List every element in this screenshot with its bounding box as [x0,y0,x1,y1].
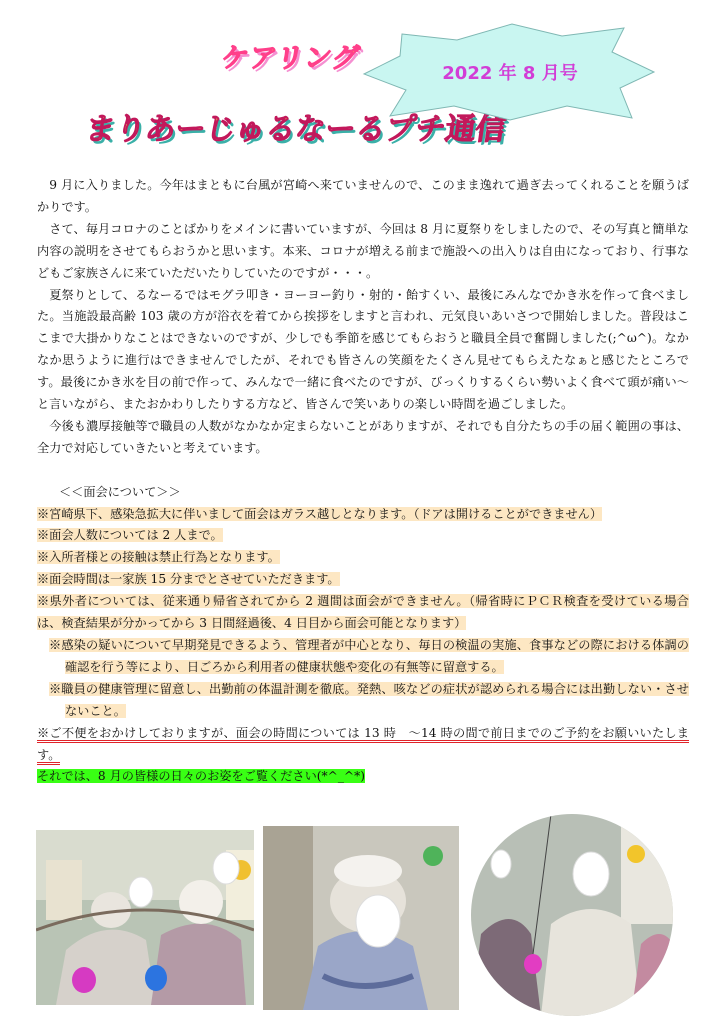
visiting-rule-4: ※面会時間は一家族 15 分までとさせていただきます。 [37,572,340,587]
title-part-puchi: プチ [383,112,448,147]
visiting-rule-3: ※入所者様との接触は禁止行為となります。 [37,550,280,565]
paragraph-4: 今後も濃厚接触等で職員の人数がなかなか定まらないことがありますが、それでも自分たちの手の届く範囲の事は、全力で対応していきたいと考えています。 [37,418,689,455]
staff-rule-1: ※感染の疑いについて早期発見できるよう、管理者が中心となり、毎日の検温の実施、食事などの際における体調の確認を行う等により、日ごろから利用者の健康状態や変化の有無等に留意する。 [49,638,689,674]
closing-line: それでは、8 月の皆様の日々のお姿をご覧ください(*^_^*) [37,769,365,784]
photo-resident-yoyo [471,814,673,1016]
photo-residents-balloons [36,830,254,1005]
issue-label: 2022 年 8 月号 [442,63,578,84]
paragraph-3: 夏祭りとして、るなーるではモグラ叩き・ヨーヨー釣り・射的・飴すくい、最後にみんなでかき氷を作って食べました。当施設最高齢 103 歳の方が浴衣を着てから挨拶をしますと言われ、元気良いあいさつで開始しました。普段はここまで大掛かりなことはできないのですが、少しでも季節を感じてもらおうと職員全員で奮闘しました(;^ω^)。なかなか思うように進行はできませんでしたが、それでも皆さんの笑顔をたくさん見せてもらえたなぁと感じたところです。最後にかき氷を目の前で作って、みんなで一緒に食べたのですが、びっくりするくらい勢いよく食べて頭が痛い～と言いながら、またおかわりしたりする方など、皆さんで笑いありの楽しい時間を過ごしました。 [37,287,689,412]
title-part-naaru: なーる [293,112,388,147]
visiting-rule-2: ※面会人数については 2 人まで。 [37,528,223,543]
title-part-mariajuru: まりあーじゅる [83,112,298,147]
reservation-note: ※ご不便をおかけしておりますが、面会の時間については 13 時 ～14 時の間で前日までのご予約をお願いいたします。 [37,726,689,765]
newsletter-title-line1: ケアリング [219,43,363,74]
visiting-rule-5: ※県外者については、従来通り帰省されてから 2 週間は面会ができません。（帰省時にＰＣＲ検査を受けている場合は、検査結果が分かってから 3 日間経過後、4 日目から面会可能となります） [37,594,689,631]
paragraph-2: さて、毎月コロナのことばかりをメインに書いていますが、今回は 8 月に夏祭りをしましたので、その写真と簡単な内容の説明をさせてもらおうかと思います。本来、コロナが増える前まで施設への出入りは自由になっており、行事などもご家族さんに来ていただいたりしていたのですが・・・。 [37,221,689,280]
staff-rule-2: ※職員の健康管理に留意し、出勤前の体温計測を徹底。発熱、咳などの症状が認められる場合には出勤しない・させないこと。 [49,681,689,718]
visiting-rule-1: ※宮崎県下、感染急拡大に伴いまして面会はガラス越しとなります。（ドアは開けることができません） [37,506,603,521]
paragraph-1: 9 月に入りました。今年はまともに台風が宮崎へ来ていませんので、このまま逸れて過ぎ去ってくれることを願うばかりです。 [37,178,689,214]
photo-resident-towel [263,826,459,1010]
newsletter-body [37,175,689,788]
visiting-heading: ＜＜面会について＞＞ [59,484,181,499]
issue-badge [362,22,658,122]
title-part-tsushin: 通信 [443,112,508,147]
spacer [37,460,689,482]
